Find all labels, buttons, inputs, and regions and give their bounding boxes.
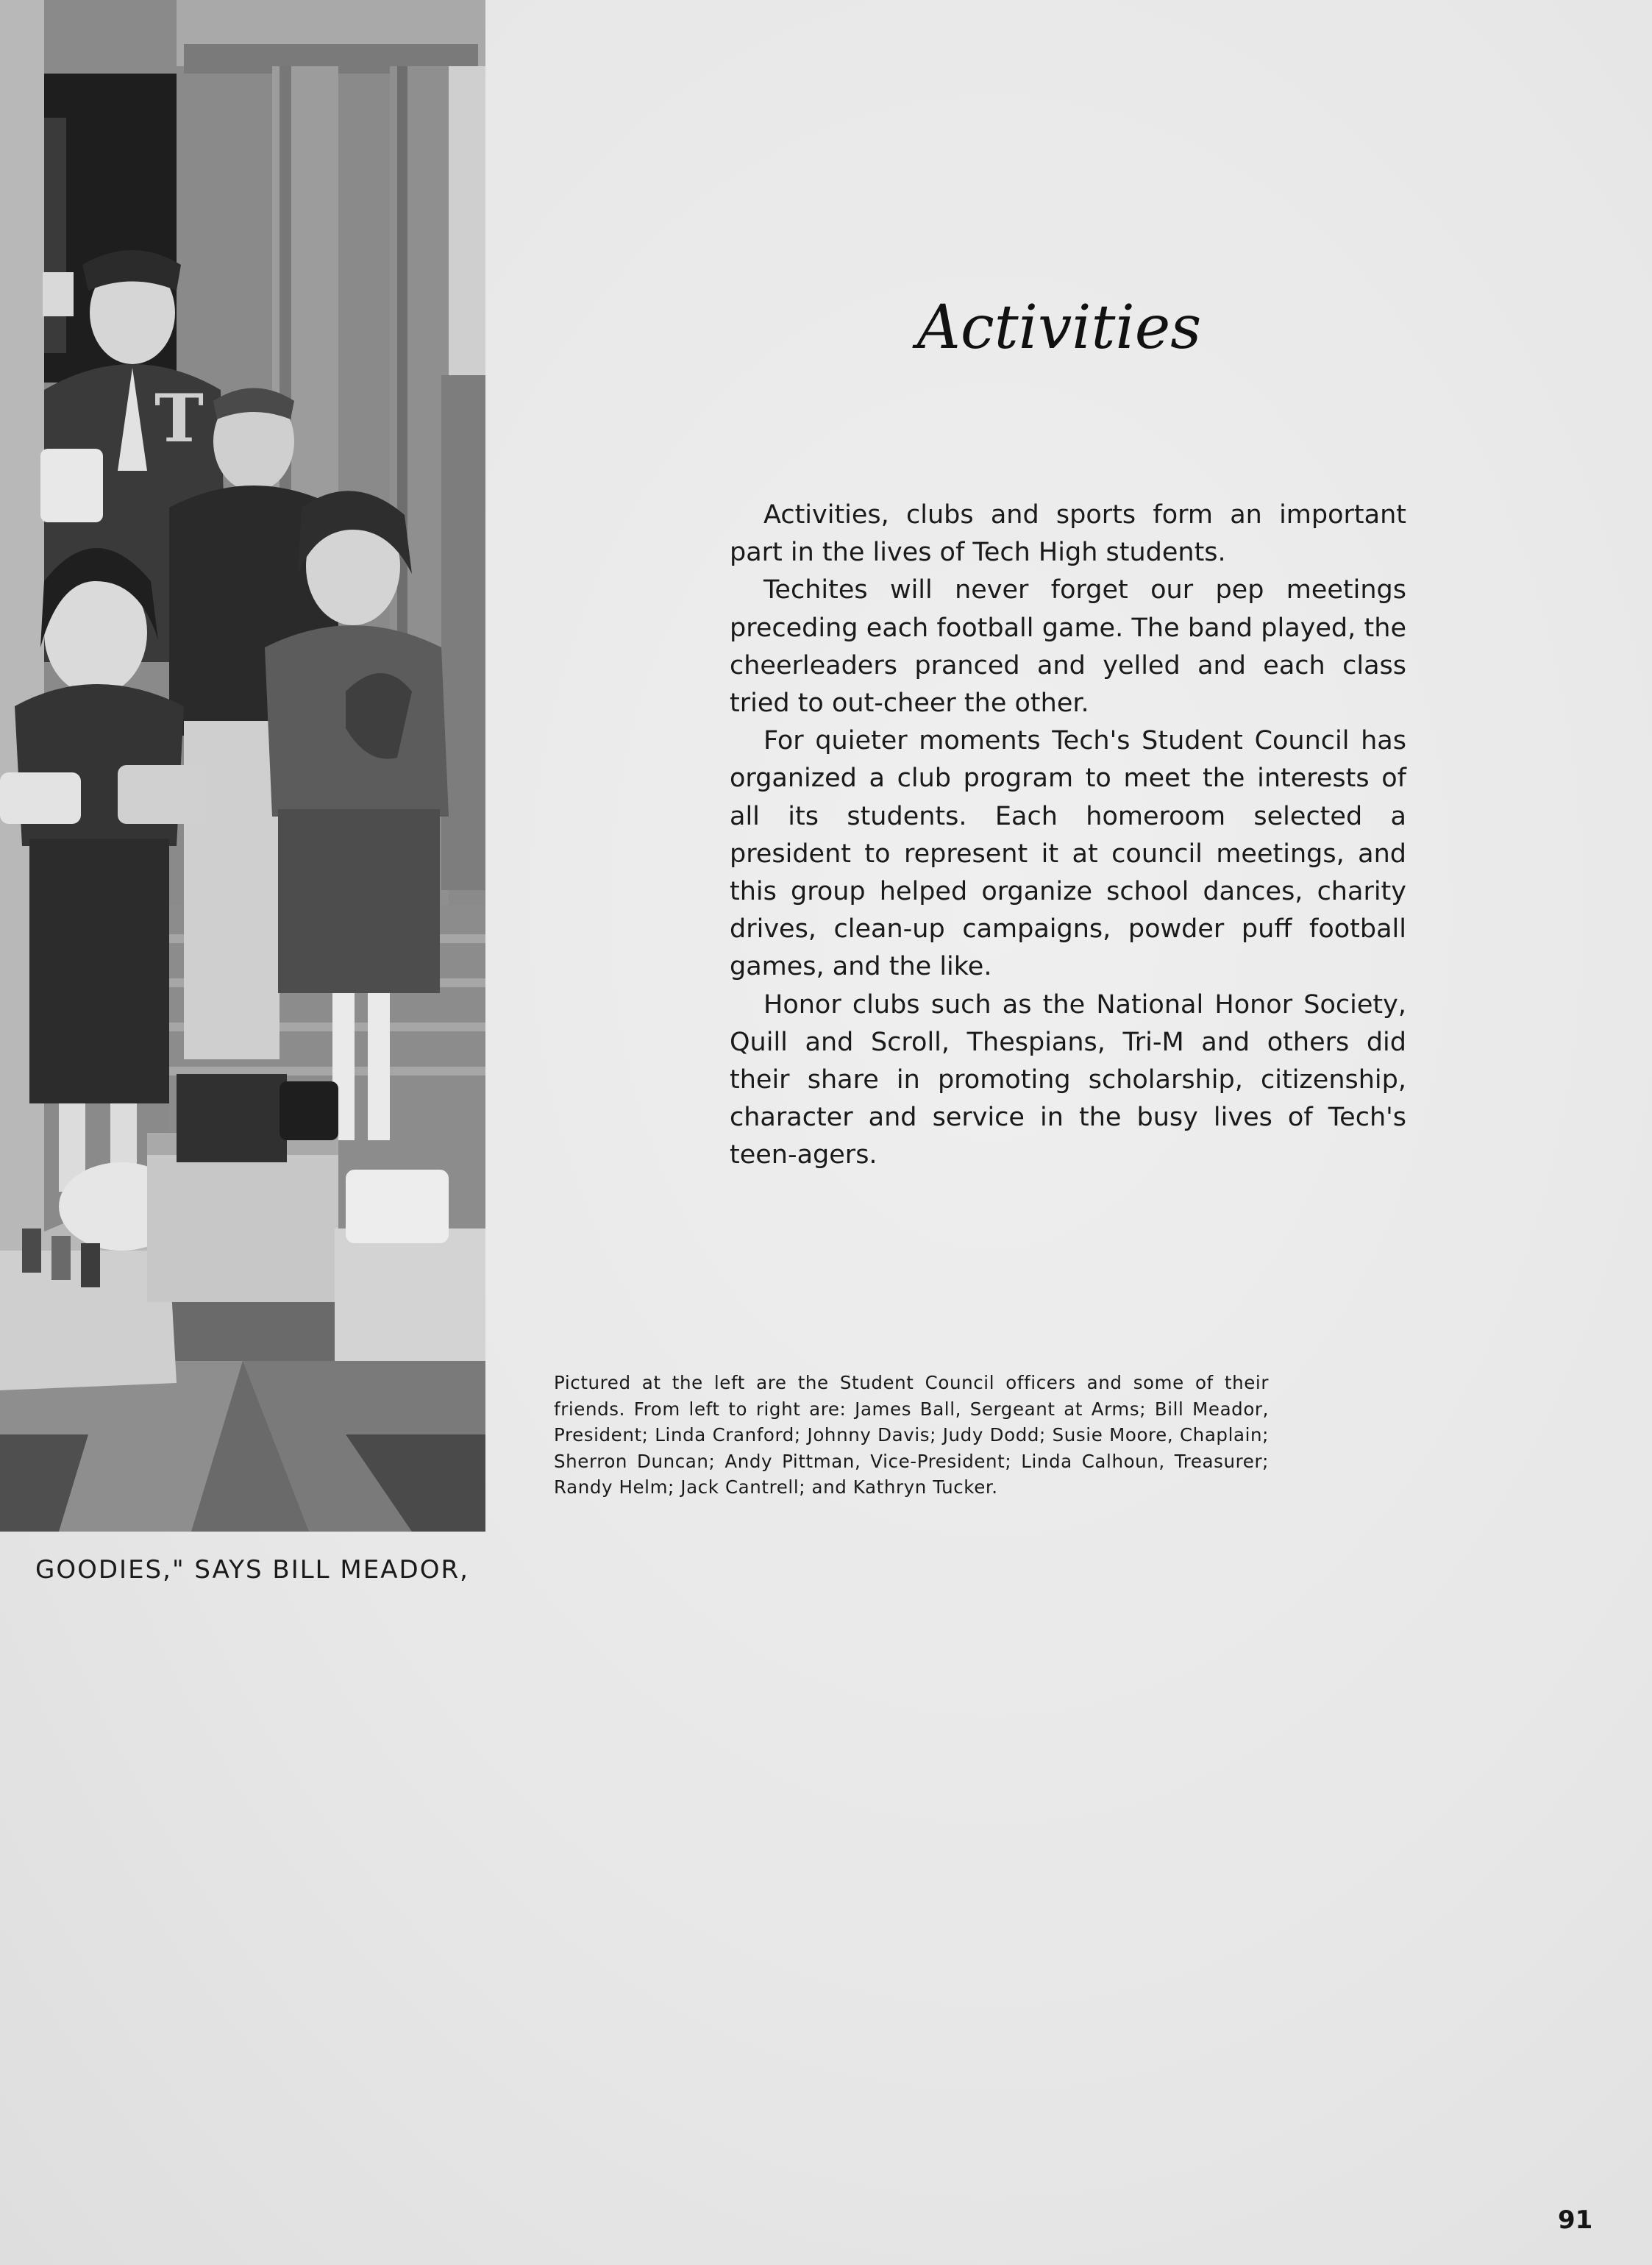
article-paragraph: Honor clubs such as the National Honor Society, Quill and Scroll, Thespians, Tri-M and others did their share in promoting scholarship, citizenship, character and service in the busy lives of Tech's teen-agers. [730, 989, 1406, 1170]
article-body [730, 497, 1406, 1175]
jacket-letter: T [154, 380, 204, 458]
article-paragraph: For quieter moments Tech's Student Council has organized a club program to meet the interests of all its students. Each homeroom selected a president to represent it at council meetings, and this group helped organize school dances, charity drives, clean-up campaigns, powder puff football games, and the like. [730, 726, 1406, 982]
student-council-photo [0, 0, 485, 1532]
article-paragraph: Techites will never forget our pep meetings preceding each football game. The band played, the cheerleaders pranced and yelled and each class tried to out-cheer the other. [730, 575, 1406, 719]
article-paragraph: Activities, clubs and sports form an important part in the lives of Tech High students. [730, 500, 1406, 568]
page-number: 91 [1558, 2205, 1593, 2235]
photo-caption: GOODIES," SAYS BILL MEADOR, [35, 1555, 469, 1585]
page-title: Activities [916, 293, 1202, 363]
photo-cutline: Pictured at the left are the Student Council officers and some of their friends. From left to right are: James Ball, Sergeant at Arms; Bill Meador, President; Linda Cranford; Johnny Davis; Judy Dodd; Susie Moore, Chaplain; Sherron Duncan; Andy Pittman, Vice-President; Linda Calhoun, Treasurer; Randy Helm; Jack Cantrell; and Kathryn Tucker. [554, 1372, 1269, 1498]
